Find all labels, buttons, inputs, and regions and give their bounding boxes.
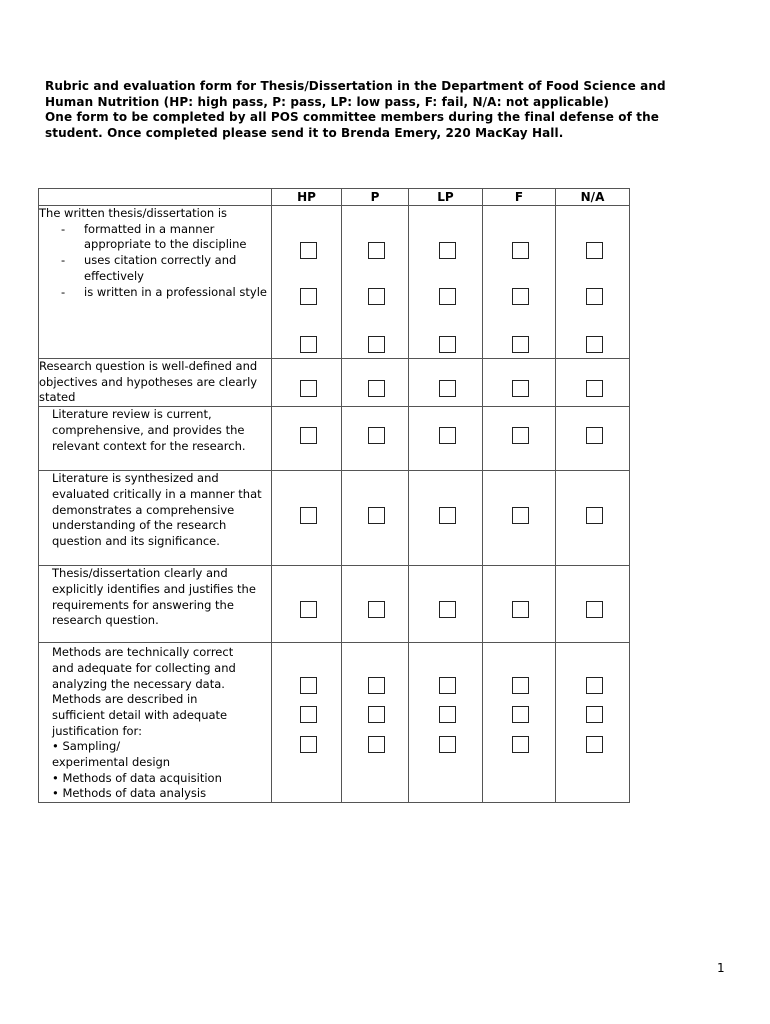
criterion-line: Methods are technically correct [52,645,234,660]
rating-checkbox[interactable] [300,336,317,353]
cell-f [483,566,556,643]
criterion-line: • Methods of data acquisition [52,770,222,785]
criterion-line: • Methods of data analysis [52,786,207,801]
table-row [39,407,630,471]
rating-checkbox[interactable] [439,380,456,397]
rating-checkbox[interactable] [586,427,603,444]
rating-checkbox[interactable] [512,242,529,259]
cell-hp [272,643,342,803]
rating-checkbox[interactable] [439,507,456,524]
cell-lp [409,359,483,407]
table-row [39,471,630,566]
rating-checkbox[interactable] [439,736,456,753]
rating-checkbox[interactable] [586,677,603,694]
cell-na [556,206,630,359]
header-line: Human Nutrition (HP: high pass, P: pass, LP: low pass, F: fail, N/A: not applicable) [45,94,610,109]
cell-f [483,643,556,803]
cell-f [483,471,556,566]
rating-checkbox[interactable] [300,288,317,305]
table-row [39,359,630,407]
header-hp: HP [272,189,342,206]
table-row [39,643,630,803]
header-lp: LP [409,189,483,206]
rating-checkbox[interactable] [439,706,456,723]
rating-checkbox[interactable] [300,427,317,444]
criterion-line: • Sampling/ [52,739,121,754]
rating-checkbox[interactable] [512,288,529,305]
cell-p [342,359,409,407]
criterion-line: justification for: [52,723,142,738]
criterion-intro: The written thesis/dissertation is [39,206,228,220]
cell-p [342,471,409,566]
criterion-written-thesis [39,206,272,359]
rating-checkbox[interactable] [368,242,385,259]
header-na: N/A [556,189,630,206]
cell-p [342,566,409,643]
cell-lp [409,471,483,566]
criterion-line: analyzing the necessary data. [52,676,225,691]
table-header-row [39,189,630,206]
header-line: Rubric and evaluation form for Thesis/Dissertation in the Department of Food Science and [45,79,666,93]
cell-na [556,471,630,566]
rating-checkbox[interactable] [512,736,529,753]
header-line: student. Once completed please send it to Brenda Emery, 220 MacKay Hall. [45,125,564,140]
rating-checkbox[interactable] [439,336,456,353]
rating-checkbox[interactable] [368,507,385,524]
rubric-table [38,188,630,803]
header-p: P [342,189,409,206]
bullet-marker: - [61,284,66,299]
cell-hp [272,206,342,359]
criterion-requirements: Thesis/dissertation clearly and explicitly identifies and justifies the requirements for answering the research question. [39,566,272,643]
cell-na [556,566,630,643]
criterion-bullet: uses citation correctly and effectively [84,253,237,283]
rating-checkbox[interactable] [368,706,385,723]
rating-checkbox[interactable] [512,507,529,524]
cell-lp [409,566,483,643]
bullet-marker: - [61,253,66,268]
rating-checkbox[interactable] [300,677,317,694]
rating-checkbox[interactable] [368,288,385,305]
rating-checkbox[interactable] [368,736,385,753]
cell-f [483,206,556,359]
rating-checkbox[interactable] [300,601,317,618]
rating-checkbox[interactable] [512,601,529,618]
cell-hp [272,359,342,407]
cell-hp [272,407,342,471]
cell-hp [272,471,342,566]
rating-checkbox[interactable] [586,288,603,305]
table-row [39,566,630,643]
rating-checkbox[interactable] [586,242,603,259]
rating-checkbox[interactable] [368,427,385,444]
rating-checkbox[interactable] [512,677,529,694]
criterion-methods [39,643,272,803]
criterion-bullet: is written in a professional style [84,284,267,299]
rating-checkbox[interactable] [300,507,317,524]
rating-checkbox[interactable] [439,288,456,305]
rating-checkbox[interactable] [512,380,529,397]
rating-checkbox[interactable] [586,601,603,618]
rating-checkbox[interactable] [512,427,529,444]
table-row [39,206,630,359]
page-number: 1 [717,961,725,975]
rating-checkbox[interactable] [439,601,456,618]
bullet-marker: - [61,221,66,236]
criterion-line: Methods are described in [52,692,198,707]
rating-checkbox[interactable] [368,380,385,397]
cell-na [556,359,630,407]
rating-checkbox[interactable] [439,427,456,444]
criterion-literature-review: Literature review is current, comprehensive, and provides the relevant context for the research. [39,407,272,471]
rating-checkbox[interactable] [512,336,529,353]
criterion-literature-synthesis: Literature is synthesized and evaluated critically in a manner that demonstrates a comprehensive understanding of the research question and its significance. [39,471,272,566]
cell-lp [409,206,483,359]
criterion-line: sufficient detail with adequate [52,707,228,722]
cell-f [483,359,556,407]
header-line: One form to be completed by all POS committee members during the final defense of the [45,110,659,124]
rating-checkbox[interactable] [439,242,456,259]
rating-checkbox[interactable] [300,736,317,753]
rating-checkbox[interactable] [368,336,385,353]
rating-checkbox[interactable] [512,706,529,723]
criterion-line: and adequate for collecting and [52,660,236,675]
cell-lp [409,643,483,803]
rating-checkbox[interactable] [439,677,456,694]
rating-checkbox[interactable] [300,242,317,259]
rating-checkbox[interactable] [300,380,317,397]
form-header [45,79,725,141]
criterion-bullet: formatted in a manner appropriate to the discipline [84,221,247,252]
rating-checkbox[interactable] [368,601,385,618]
rating-checkbox[interactable] [300,706,317,723]
cell-p [342,407,409,471]
header-criteria [39,189,272,206]
rating-checkbox[interactable] [586,336,603,353]
cell-na [556,643,630,803]
rating-checkbox[interactable] [586,380,603,397]
cell-na [556,407,630,471]
cell-f [483,407,556,471]
cell-p [342,643,409,803]
cell-lp [409,407,483,471]
criterion-research-question: Research question is well-defined and objectives and hypotheses are clearly stated [39,359,272,407]
rating-checkbox[interactable] [586,706,603,723]
header-f: F [483,189,556,206]
rating-checkbox[interactable] [586,507,603,524]
criterion-line: experimental design [52,755,171,770]
cell-p [342,206,409,359]
cell-hp [272,566,342,643]
rating-checkbox[interactable] [586,736,603,753]
rating-checkbox[interactable] [368,677,385,694]
